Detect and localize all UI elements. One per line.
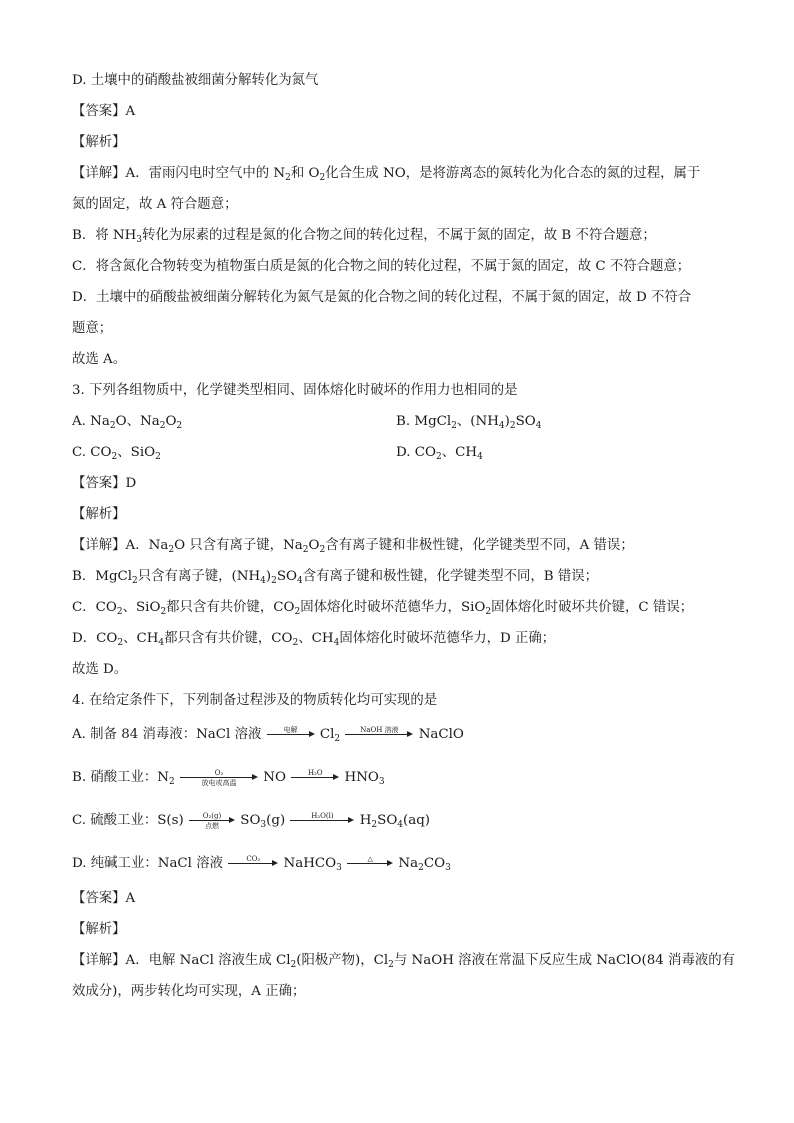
detail-c-line: C．将含氮化合物转变为植物蛋白质是氮的化合物之间的转化过程，不属于氮的固定，故 C 不符合题意； [72, 259, 691, 274]
analysis-label: 【解析】 [72, 135, 126, 150]
q3-select: 故选 D。 [72, 662, 128, 677]
question-3: 3. 下列各组物质中，化学键类型相同、固体熔化时破坏的作用力也相同的是 [72, 383, 518, 398]
question-4: 4. 在给定条件下，下列制备过程涉及的物质转化均可实现的是 [72, 693, 438, 708]
q3-option-d: D. $CO_2$、$CH_4$ [396, 445, 483, 462]
q4-analysis-label: 【解析】 [72, 922, 126, 937]
detail-b-line: B．将 $NH_3$转化为尿素的过程是氮的化合物之间的转化过程，不属于氮的固定，故 B 不符合题意； [72, 228, 656, 245]
q3-answer: 【答案】D [72, 476, 137, 491]
detail-a-line2: 氮的固定，故 A 符合题意； [72, 197, 238, 212]
q4-detail-a-line1: 【详解】A．电解 NaCl 溶液生成 $Cl_2$(阳极产物)，$Cl_2$与 NaOH 溶液在常温下反应生成 NaClO(84 消毒液的有 [72, 953, 736, 970]
q3-detail-b: B．MgCl$_2$只含有离子键，$(NH_4)_2SO_4$含有离子键和极性键，化学键类型不同，B 错误； [72, 569, 599, 586]
reaction-arrow: O₂(g) 点燃 [189, 812, 235, 830]
q4-option-d: D. 纯碱工业：NaCl 溶液 CO₂ NaHCO$_3$ △ $Na_2CO_3$ [72, 854, 451, 873]
q3-analysis-label: 【解析】 [72, 507, 126, 522]
select-a: 故选 A。 [72, 352, 127, 367]
q3-detail-c: C．$CO_2$、SiO$_2$都只含有共价键，$CO_2$固体熔化时破坏范德华力，SiO$_2$固体熔化时破坏共价键，C 错误； [72, 600, 694, 617]
reaction-arrow: O₂ 放电或高温 [180, 769, 258, 787]
reaction-arrow: 电解 [267, 726, 315, 744]
q4-option-a: A. 制备 84 消毒液：NaCl 溶液 电解 $Cl_2$ NaOH 溶液 NaClO [72, 725, 464, 744]
q4-option-b: B. 硝酸工业：$N_2$ O₂ 放电或高温 NO H₂O $HNO_3$ [72, 768, 385, 787]
detail-d-line2: 题意； [72, 321, 113, 336]
reaction-arrow: H₂O [291, 769, 339, 787]
q3-option-b: B. MgCl$_2$、$(NH_4)_2SO_4$ [396, 414, 542, 431]
option-d-text: D. 土壤中的硝酸盐被细菌分解转化为氮气 [72, 73, 319, 88]
detail-d-line1: D．土壤中的硝酸盐被细菌分解转化为氮气是氮的化合物之间的转化过程，不属于氮的固定，故 D 不符合 [72, 290, 692, 305]
reaction-arrow: △ [347, 855, 393, 873]
q4-answer: 【答案】A [72, 891, 136, 906]
q3-option-c: C. $CO_2$、SiO$_2$ [72, 445, 161, 462]
reaction-arrow: NaOH 溶液 [345, 726, 413, 744]
reaction-arrow: H₂O(l) [290, 812, 354, 830]
q4-detail-a-line2: 效成分)，两步转化均可实现，A 正确； [72, 984, 306, 999]
detail-a-line1: 【详解】A．雷雨闪电时空气中的 $N_2$和 $O_2$化合生成 NO，是将游离态的氮转化为化合态的氮的过程，属于 [72, 166, 701, 183]
q3-option-a: A. $Na_2O$、$Na_2O_2$ [72, 414, 183, 431]
q3-detail-d: D．$CO_2$、$CH_4$都只含有共价键，$CO_2$、$CH_4$固体熔化时破坏范德华力，D 正确； [72, 631, 556, 648]
q4-option-c: C. 硫酸工业：S(s) O₂(g) 点燃 $SO_3(g)$ H₂O(l) $H_2SO_4(aq)$ [72, 811, 431, 830]
answer-label: 【答案】A [72, 104, 136, 119]
q3-detail-a: 【详解】A．$Na_2O$ 只含有离子键，$Na_2O_2$含有离子键和非极性键，化学键类型不同，A 错误； [72, 538, 634, 555]
reaction-arrow: CO₂ [228, 855, 278, 873]
